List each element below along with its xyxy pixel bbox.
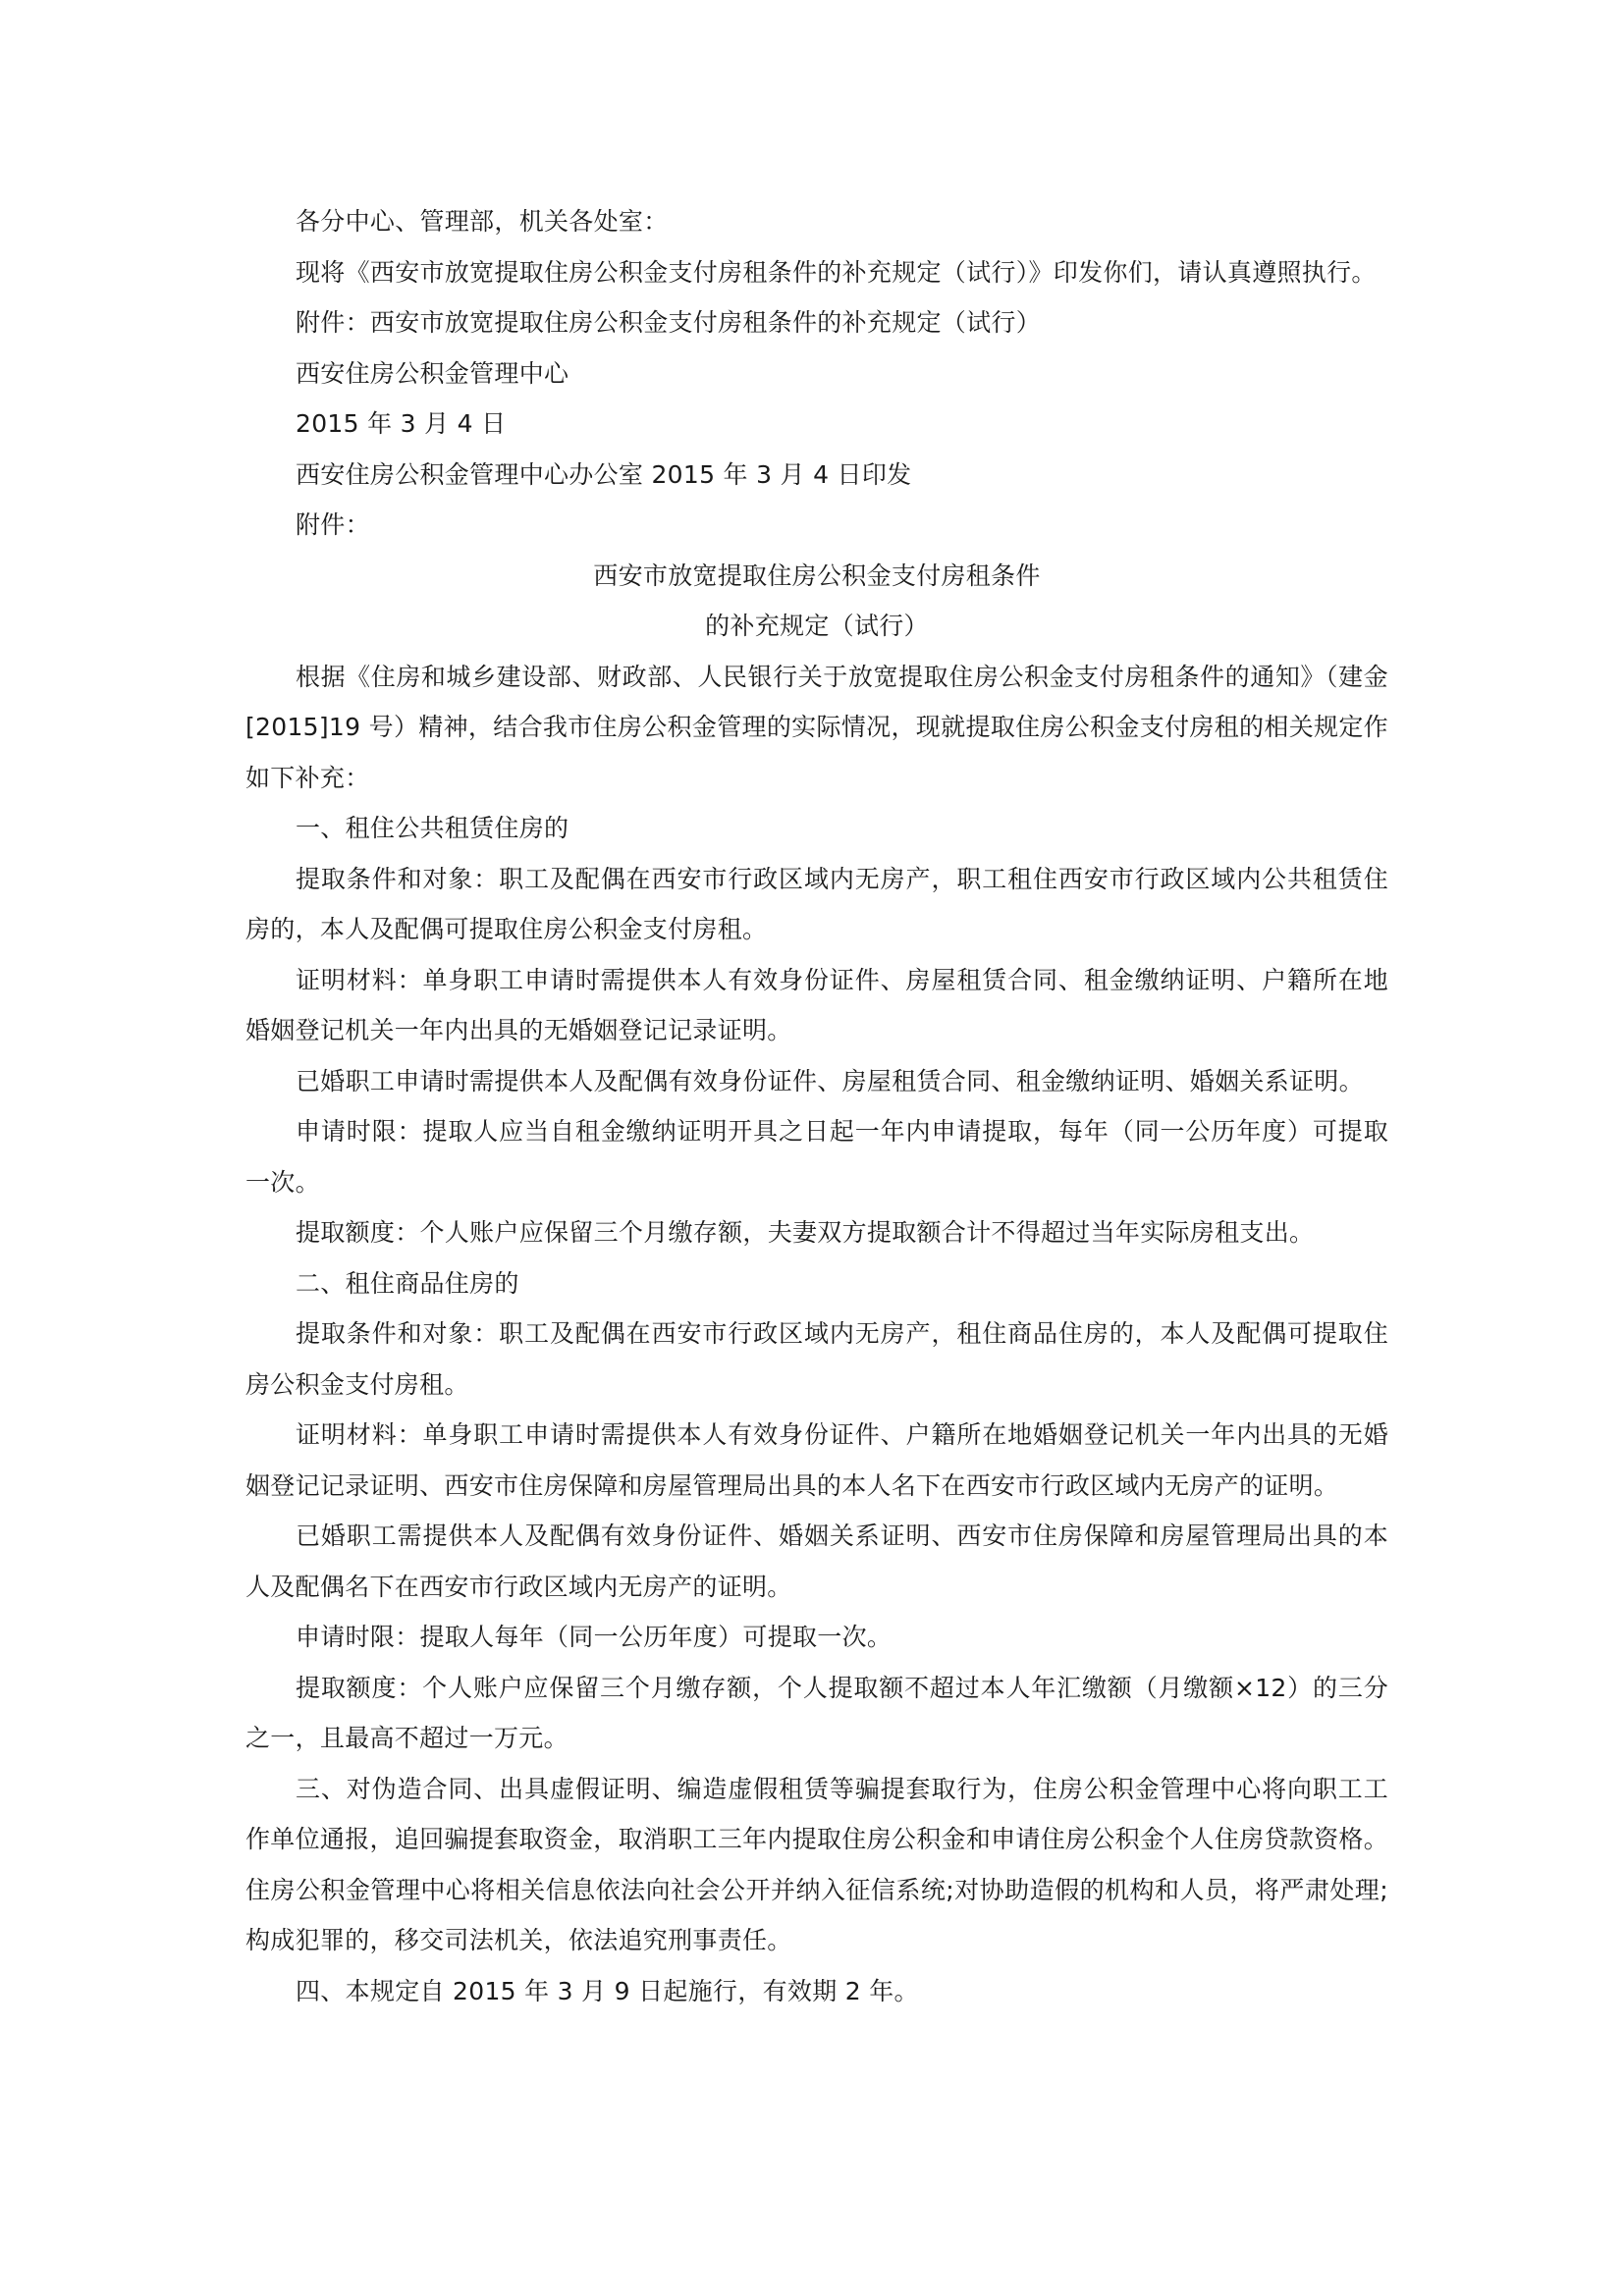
paragraph-time-limit-commercial: 申请时限：提取人每年（同一公历年度）可提取一次。	[296, 1623, 893, 1651]
paragraph-effective-date: 四、本规定自 2015 年 3 月 9 日起施行，有效期 2 年。	[296, 1976, 919, 2005]
notice-body: 现将《西安市放宽提取住房公积金支付房租条件的补充规定（试行）》印发你们，请认真遵照执行。	[296, 257, 1377, 287]
paragraph-time-limit-public: 申请时限：提取人应当自租金缴纳证明开具之日起一年内申请提取，每年（同一公历年度）可提取一次。	[245, 1117, 1388, 1197]
paragraph-proof-married-commercial: 已婚职工需提供本人及配偶有效身份证件、婚姻关系证明、西安市住房保障和房屋管理局出具的本人及配偶名下在西安市行政区域内无房产的证明。	[245, 1522, 1388, 1601]
paragraph-proof-single-public: 证明材料：单身职工申请时需提供本人有效身份证件、房屋租赁合同、租金缴纳证明、户籍所在地婚姻登记机关一年内出具的无婚姻登记记录证明。	[245, 965, 1388, 1044]
paragraph-proof-married-public: 已婚职工申请时需提供本人及配偶有效身份证件、房屋租赁合同、租金缴纳证明、婚姻关系证明。	[296, 1066, 1364, 1095]
regulation-title-line2: 的补充规定（试行）	[705, 612, 929, 640]
regulation-preamble: 根据《住房和城乡建设部、财政部、人民银行关于放宽提取住房公积金支付房租条件的通知》（建金[2015]19 号）精神，结合我市住房公积金管理的实际情况，现就提取住房公积金支付房租的相关规定作如下补充：	[245, 662, 1388, 792]
notice-attachment-label: 附件：	[296, 510, 370, 539]
paragraph-amount-commercial: 提取额度：个人账户应保留三个月缴存额，个人提取额不超过本人年汇缴额（月缴额×12）的三分之一，且最高不超过一万元。	[245, 1673, 1388, 1752]
notice-issuer: 西安住房公积金管理中心	[296, 358, 569, 388]
section-heading-public-rental: 一、租住公共租赁住房的	[296, 814, 569, 842]
paragraph-amount-public: 提取额度：个人账户应保留三个月缴存额，夫妻双方提取额合计不得超过当年实际房租支出。	[296, 1218, 1315, 1247]
document-content	[245, 196, 1388, 2016]
notice-print-line: 西安住房公积金管理中心办公室 2015 年 3 月 4 日印发	[296, 459, 912, 489]
paragraph-penalties: 三、对伪造合同、出具虚假证明、编造虚假租赁等骗提套取行为，住房公积金管理中心将向职工工作单位通报，追回骗提套取资金，取消职工三年内提取住房公积金和申请住房公积金个人住房贷款资格。住房公积金管理中心将相关信息依法向社会公开并纳入征信系统;对协助造假的机构和人员，将严肃处理;构成犯罪的，移交司法机关，依法追究刑事责任。	[245, 1774, 1388, 1954]
section-heading-commercial: 二、租住商品住房的	[296, 1268, 519, 1298]
paragraph-proof-single-commercial: 证明材料：单身职工申请时需提供本人有效身份证件、户籍所在地婚姻登记机关一年内出具的无婚姻登记记录证明、西安市住房保障和房屋管理局出具的本人名下在西安市行政区域内无房产的证明。	[245, 1420, 1388, 1500]
paragraph-conditions-commercial: 提取条件和对象：职工及配偶在西安市行政区域内无房产，租住商品住房的，本人及配偶可提取住房公积金支付房租。	[245, 1319, 1388, 1399]
notice-salutation: 各分中心、管理部，机关各处室：	[296, 207, 669, 236]
notice-date: 2015 年 3 月 4 日	[296, 409, 507, 438]
regulation-title-line1: 西安市放宽提取住房公积金支付房租条件	[593, 561, 1041, 590]
notice-attachment-ref: 附件：西安市放宽提取住房公积金支付房租条件的补充规定（试行）	[296, 308, 1042, 337]
paragraph-conditions-public: 提取条件和对象：职工及配偶在西安市行政区域内无房产，职工租住西安市行政区域内公共租赁住房的，本人及配偶可提取住房公积金支付房租。	[245, 864, 1388, 943]
